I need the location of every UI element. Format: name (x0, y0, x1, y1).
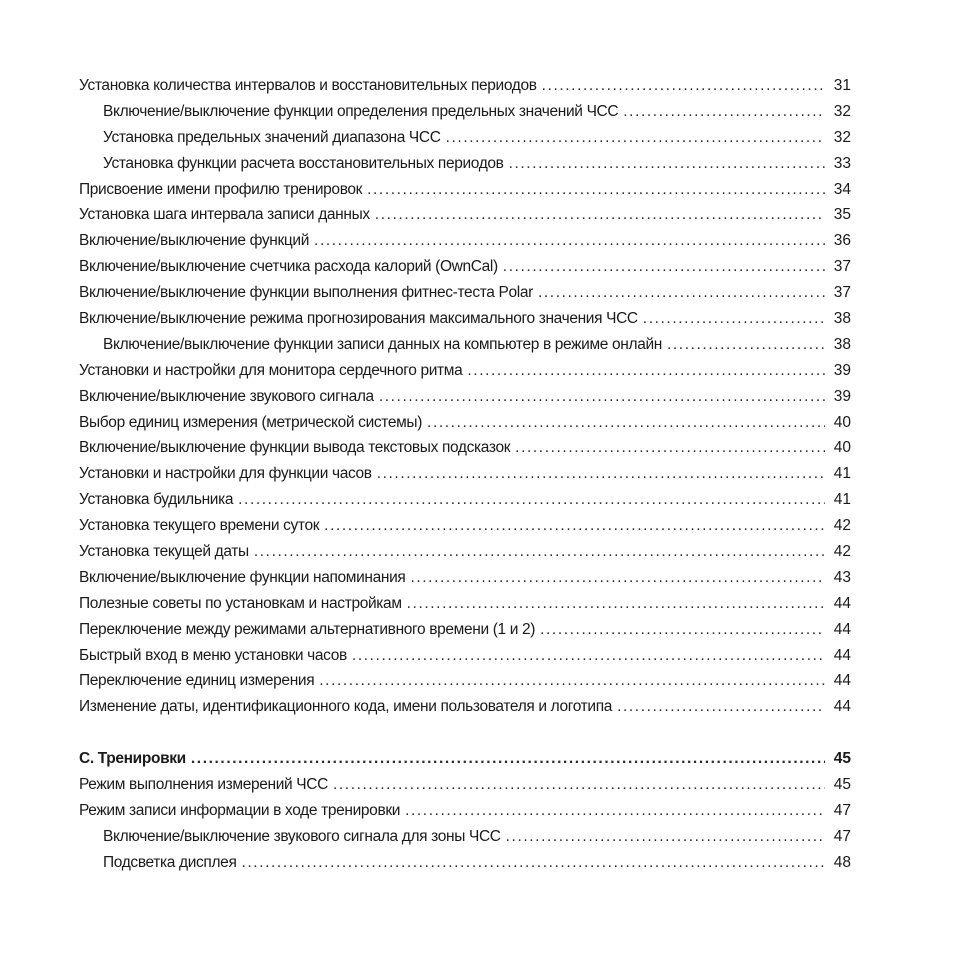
toc-entry[interactable] (79, 643, 851, 669)
toc-entry[interactable] (79, 384, 851, 410)
toc-entry-title: Включение/выключение функции выполнения фитнес-теста Polar (79, 284, 533, 302)
toc-entry-title: Быстрый вход в меню установки часов (79, 646, 347, 664)
toc-page-number: 41 (833, 491, 851, 509)
toc-entry-title: Выбор единиц измерения (метрической системы) (79, 413, 423, 431)
toc-entry[interactable] (79, 358, 851, 384)
dot-leader (540, 617, 825, 643)
toc-entry[interactable] (79, 539, 851, 565)
toc-page-number: 41 (833, 465, 851, 483)
toc-page-number: 33 (833, 154, 851, 172)
toc-entry[interactable] (79, 513, 851, 539)
toc-entry-title: Полезные советы по установкам и настройкам (79, 594, 402, 612)
toc-page-number: 44 (833, 646, 851, 664)
toc-entry[interactable] (79, 228, 851, 254)
toc-entry[interactable] (79, 435, 851, 461)
toc-entry-title: Включение/выключение функции напоминания (79, 568, 406, 586)
dot-leader (617, 694, 825, 720)
toc-entry[interactable] (79, 617, 851, 643)
toc-entry[interactable] (79, 306, 851, 332)
toc-subentry[interactable] (79, 824, 851, 850)
toc-entry[interactable] (79, 487, 851, 513)
toc-entry-title: Режим выполнения измерений ЧСС (79, 776, 328, 794)
dot-leader (352, 643, 825, 669)
toc-page-number: 34 (833, 180, 851, 198)
toc-section-title: C. Тренировки (79, 750, 186, 768)
toc-entry-title: Установки и настройки для функции часов (79, 465, 372, 483)
toc-page-number: 38 (833, 310, 851, 328)
toc-entry[interactable] (79, 73, 851, 99)
toc-entry-title: Режим записи информации в ходе тренировки (79, 802, 401, 820)
dot-leader (515, 435, 825, 461)
toc-entry-title: Установки и настройки для монитора сердечного ритма (79, 361, 463, 379)
toc-section-heading[interactable] (79, 746, 851, 772)
toc-entry-title: Включение/выключение счетчика расхода калорий (OwnCal) (79, 258, 498, 276)
toc-page-number: 39 (833, 387, 851, 405)
toc-entry-title: Включение/выключение звукового сигнала (79, 387, 374, 405)
toc-page-number: 45 (833, 776, 851, 794)
table-of-contents (79, 73, 851, 876)
dot-leader (377, 461, 825, 487)
toc-entry-title: Установка будильника (79, 491, 234, 509)
toc-entry[interactable] (79, 202, 851, 228)
toc-entry[interactable] (79, 591, 851, 617)
dot-leader (506, 824, 825, 850)
dot-leader (467, 358, 825, 384)
toc-subentry[interactable] (79, 332, 851, 358)
toc-page-number: 38 (833, 335, 851, 353)
toc-page-number: 44 (833, 620, 851, 638)
toc-subentry[interactable] (79, 151, 851, 177)
dot-leader (446, 125, 825, 151)
toc-entry-title: Переключение между режимами альтернативного времени (1 и 2) (79, 620, 536, 638)
toc-page-number: 44 (833, 672, 851, 690)
toc-entry[interactable] (79, 254, 851, 280)
dot-leader (314, 228, 825, 254)
toc-entry-title: Изменение даты, идентификационного кода, имени пользователя и логотипа (79, 698, 613, 716)
dot-leader (542, 73, 825, 99)
toc-entry-title: Включение/выключение функций (79, 232, 310, 250)
toc-page-number: 37 (833, 258, 851, 276)
toc-page-number: 40 (833, 413, 851, 431)
toc-subentry[interactable] (79, 125, 851, 151)
toc-entry[interactable] (79, 565, 851, 591)
toc-page-number: 36 (833, 232, 851, 250)
dot-leader (410, 565, 825, 591)
toc-page-number: 39 (833, 361, 851, 379)
toc-page-number: 47 (833, 827, 851, 845)
dot-leader (375, 202, 825, 228)
dot-leader (407, 591, 825, 617)
dot-leader (509, 151, 825, 177)
toc-entry-title: Установка шага интервала записи данных (79, 206, 370, 224)
toc-page-number: 35 (833, 206, 851, 224)
toc-entry-title: Присвоение имени профилю тренировок (79, 180, 363, 198)
toc-page-number: 47 (833, 802, 851, 820)
toc-subentry[interactable] (79, 99, 851, 125)
toc-entry-title: Включение/выключение функции записи данных на компьютер в режиме онлайн (103, 335, 662, 353)
dot-leader (333, 772, 825, 798)
toc-entry-title: Включение/выключение режима прогнозирования максимального значения ЧСС (79, 310, 638, 328)
toc-page-number: 44 (833, 594, 851, 612)
dot-leader (623, 99, 825, 125)
dot-leader (379, 384, 825, 410)
toc-entry-title: Включение/выключение функции определения предельных значений ЧСС (103, 102, 619, 120)
toc-page-number: 48 (833, 853, 851, 871)
toc-page-number: 44 (833, 698, 851, 716)
toc-entry[interactable] (79, 798, 851, 824)
toc-page-number: 40 (833, 439, 851, 457)
toc-entry-title: Установка функции расчета восстановительных периодов (103, 154, 504, 172)
dot-leader (238, 487, 825, 513)
toc-page-number: 42 (833, 543, 851, 561)
toc-entry-title: Установка текущего времени суток (79, 517, 320, 535)
toc-entry[interactable] (79, 280, 851, 306)
toc-entry[interactable] (79, 177, 851, 203)
toc-page-number: 32 (833, 102, 851, 120)
toc-page-number: 42 (833, 517, 851, 535)
toc-entry-title: Установка текущей даты (79, 543, 249, 561)
dot-leader (319, 668, 825, 694)
toc-page-number: 45 (833, 750, 851, 768)
toc-entry-title: Переключение единиц измерения (79, 672, 315, 690)
toc-entry[interactable] (79, 694, 851, 720)
dot-leader (667, 332, 825, 358)
dot-leader (503, 254, 825, 280)
toc-page-number: 32 (833, 128, 851, 146)
toc-entry[interactable] (79, 772, 851, 798)
dot-leader (405, 798, 825, 824)
dot-leader (254, 539, 825, 565)
toc-entry-title: Установка предельных значений диапазона ЧСС (103, 128, 441, 146)
dot-leader (643, 306, 825, 332)
dot-leader (324, 513, 825, 539)
toc-entry-title: Подсветка дисплея (103, 853, 237, 871)
dot-leader (538, 280, 825, 306)
toc-entry[interactable] (79, 668, 851, 694)
toc-entry[interactable] (79, 461, 851, 487)
dot-leader (241, 850, 825, 876)
dot-leader (367, 177, 825, 203)
toc-entry-title: Включение/выключение звукового сигнала для зоны ЧСС (103, 827, 501, 845)
toc-entry-title: Установка количества интервалов и восстановительных периодов (79, 77, 537, 94)
toc-entry-title: Включение/выключение функции вывода текстовых подсказок (79, 439, 511, 457)
toc-page-number: 31 (833, 77, 851, 94)
toc-entry[interactable] (79, 410, 851, 436)
toc-page-number: 37 (833, 284, 851, 302)
dot-leader (191, 746, 825, 772)
toc-subentry[interactable] (79, 850, 851, 876)
toc-page-number: 43 (833, 568, 851, 586)
dot-leader (427, 410, 825, 436)
